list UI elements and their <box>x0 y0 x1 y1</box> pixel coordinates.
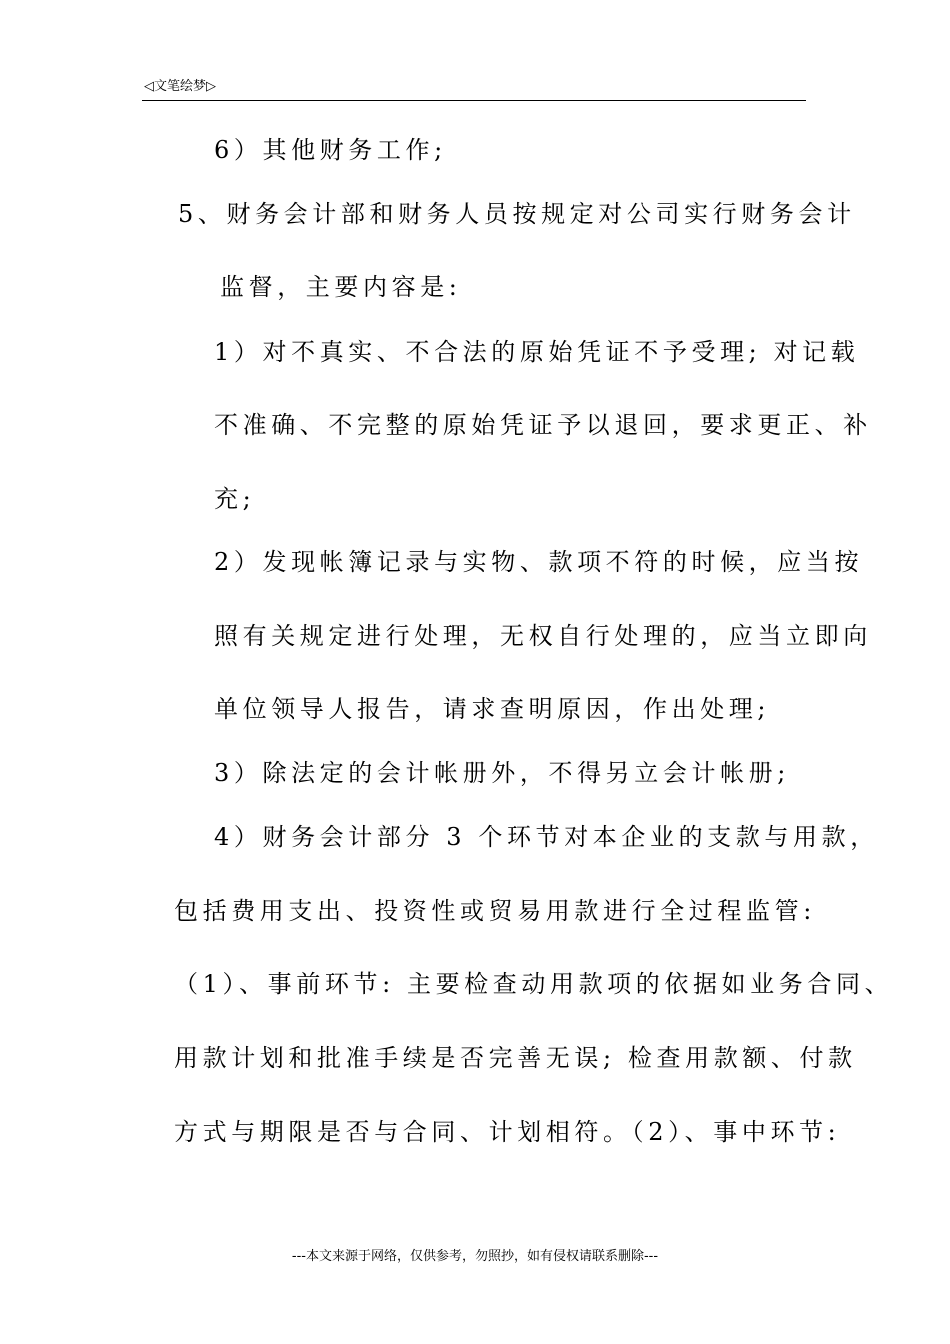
paragraph-line: 用款计划和批准手续是否完善无误; 检查用款额、付款 <box>174 1044 857 1072</box>
paragraph-line: 不准确、不完整的原始凭证予以退回，要求更正、补 <box>214 411 872 439</box>
page-header <box>142 68 806 101</box>
paragraph-line: 4）财务会计部分 3 个环节对本企业的支款与用款， <box>214 823 879 851</box>
paragraph-line: （1）、事前环节: 主要检查动用款项的依据如业务合同、 <box>174 970 894 998</box>
paragraph-line: 6）其他财务工作; <box>214 136 447 164</box>
paragraph-line: 5、财务会计部和财务人员按规定对公司实行财务会计 <box>178 200 856 228</box>
paragraph-line: 3）除法定的会计帐册外，不得另立会计帐册; <box>214 759 790 787</box>
paragraph-line: 方式与期限是否与合同、计划相符。（2）、事中环节: <box>174 1118 841 1146</box>
paragraph-line: 监督，主要内容是: <box>220 273 462 301</box>
paragraph-line: 充; <box>214 485 256 513</box>
paragraph-line: 照有关规定进行处理，无权自行处理的，应当立即向 <box>214 622 872 650</box>
paragraph-line: 包括费用支出、投资性或贸易用款进行全过程监管: <box>174 897 816 925</box>
paragraph-line: 1）对不真实、不合法的原始凭证不予受理; 对记载 <box>214 338 860 366</box>
paragraph-line: 单位领导人报告，请求查明原因，作出处理; <box>214 695 771 723</box>
header-label: ◁文笔绘梦▷ <box>144 79 216 94</box>
paragraph-line: 2）发现帐簿记录与实物、款项不符的时候，应当按 <box>214 548 864 576</box>
page-footer: ---本文来源于网络，仅供参考，勿照抄，如有侵权请联系删除--- <box>291 1249 659 1264</box>
